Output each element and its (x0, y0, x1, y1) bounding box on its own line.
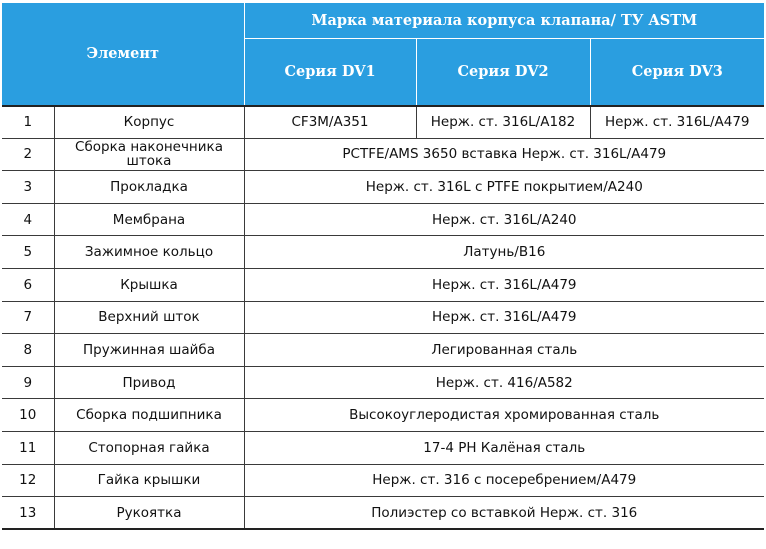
row-number: 2 (2, 138, 54, 171)
table-row (2, 301, 764, 334)
element-name: Крышка (54, 268, 244, 301)
element-name: Сборка наконечника штока (75, 139, 223, 170)
material-all-series: Нерж. ст. 416/A582 (244, 366, 764, 399)
element-name: Прокладка (54, 171, 244, 204)
table-row (2, 334, 764, 367)
row-number: 5 (2, 236, 54, 269)
row-number: 10 (2, 399, 54, 432)
row-number: 4 (2, 203, 54, 236)
table-row (2, 138, 764, 171)
table-row (2, 236, 764, 269)
element-name: Пружинная шайба (54, 334, 244, 367)
row-number: 1 (2, 106, 54, 139)
material-dv2: Нерж. ст. 316L/A182 (416, 106, 590, 139)
element-name: Верхний шток (54, 301, 244, 334)
material-all-series: Нерж. ст. 316L/A479 (244, 268, 764, 301)
element-name: Гайка крышки (54, 464, 244, 497)
row-number: 6 (2, 268, 54, 301)
table-row (2, 203, 764, 236)
element-name-cell (54, 138, 244, 171)
element-name: Рукоятка (54, 497, 244, 530)
material-dv1: CF3M/A351 (244, 106, 416, 139)
element-name: Зажимное кольцо (54, 236, 244, 269)
material-all-series: Нерж. ст. 316L с PTFE покрытием/A240 (244, 171, 764, 204)
material-all-series: Нерж. ст. 316L/A240 (244, 203, 764, 236)
material-dv3: Нерж. ст. 316L/A479 (590, 106, 764, 139)
row-number: 3 (2, 171, 54, 204)
series-dv2-header: Серия DV2 (416, 38, 590, 106)
table-row (2, 464, 764, 497)
row-number: 8 (2, 334, 54, 367)
table-row (2, 171, 764, 204)
material-all-series: Высокоуглеродистая хромированная сталь (244, 399, 764, 432)
row-number: 12 (2, 464, 54, 497)
material-all-series: Латунь/B16 (244, 236, 764, 269)
element-name: Корпус (54, 106, 244, 139)
table-row (2, 399, 764, 432)
series-dv1-header: Серия DV1 (244, 38, 416, 106)
element-name: Мембрана (54, 203, 244, 236)
material-all-series: Нерж. ст. 316 с посеребрением/A479 (244, 464, 764, 497)
table-row (2, 366, 764, 399)
material-group-header: Марка материала корпуса клапана/ ТУ ASTM (244, 3, 764, 39)
material-all-series: Нерж. ст. 316L/A479 (244, 301, 764, 334)
materials-table (2, 2, 764, 530)
table-row (2, 497, 764, 530)
material-all-series: Полиэстер со вставкой Нерж. ст. 316 (244, 497, 764, 530)
row-number: 7 (2, 301, 54, 334)
material-all-series: Легированная сталь (244, 334, 764, 367)
row-number: 9 (2, 366, 54, 399)
element-name: Сборка подшипника (54, 399, 244, 432)
table-row (2, 268, 764, 301)
table-row (2, 431, 764, 464)
material-all-series: PCTFE/AMS 3650 вставка Нерж. ст. 316L/A479 (244, 138, 764, 171)
row-number: 13 (2, 497, 54, 530)
material-all-series: 17-4 PH Калёная сталь (244, 431, 764, 464)
table-row (2, 106, 764, 139)
element-name: Привод (54, 366, 244, 399)
row-number: 11 (2, 431, 54, 464)
element-column-header: Элемент (2, 3, 244, 106)
element-name: Стопорная гайка (54, 431, 244, 464)
series-dv3-header: Серия DV3 (590, 38, 764, 106)
